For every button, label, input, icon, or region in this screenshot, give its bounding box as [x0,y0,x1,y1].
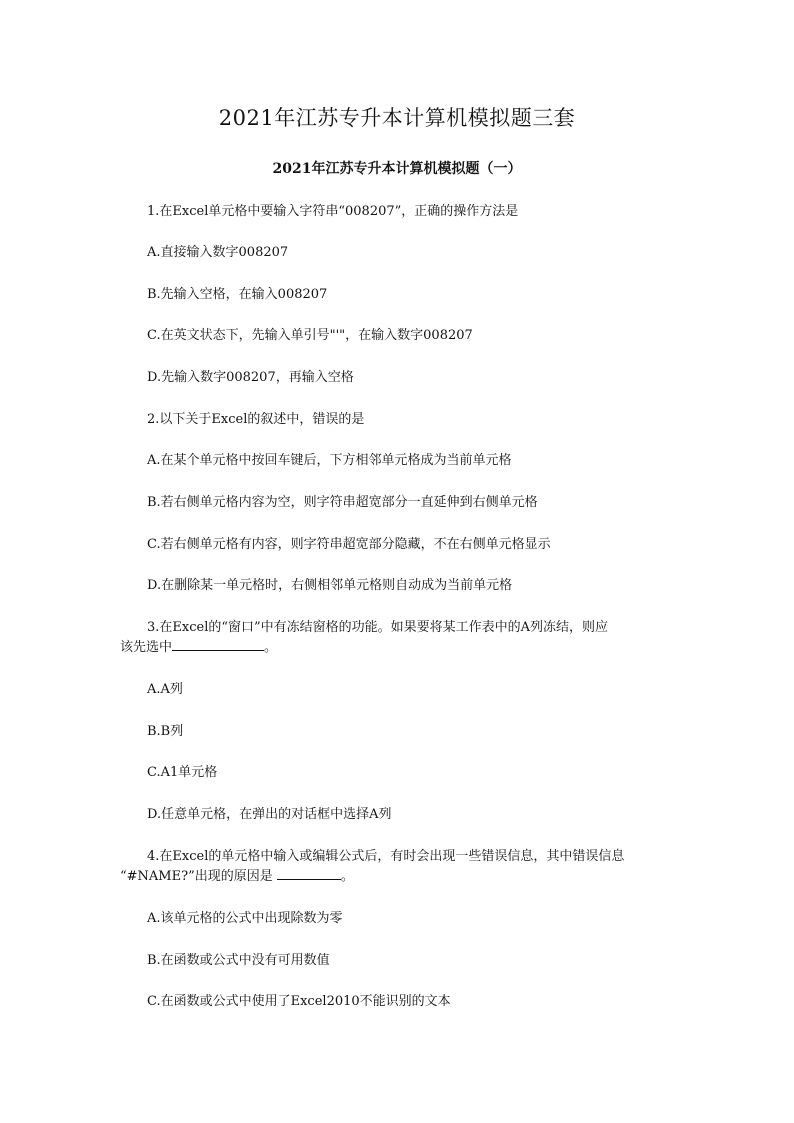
question-1-option-b: B.先输入空格，在输入008207 [147,287,328,302]
document-title: 2021年江苏专升本计算机模拟题三套 [218,106,576,130]
question-3-option-c: C.A1单元格 [147,765,218,780]
question-1-option-d: D.先输入数字008207，再输入空格 [147,370,354,385]
answer-blank [172,638,264,651]
question-2-stem: 2.以下关于Excel的叙述中，错误的是 [147,412,365,427]
answer-blank [277,867,341,880]
question-3-option-d: D.任意单元格，在弹出的对话框中选择A列 [147,807,392,822]
section-title: 2021年江苏专升本计算机模拟题（一） [272,161,522,177]
question-2-option-a: A.在某个单元格中按回车键后，下方相邻单元格成为当前单元格 [147,453,512,468]
question-2-option-d: D.在删除某一单元格时，右侧相邻单元格则自动成为当前单元格 [147,578,513,593]
question-1-option-c: C.在英文状态下，先输入单引号"'"，在输入数字008207 [147,328,473,343]
question-4-option-c: C.在函数或公式中使用了Excel2010不能识别的文本 [147,994,451,1009]
question-4-stem-prefix: “#NAME?”出现的原因是 [120,869,277,884]
question-4-option-b: B.在函数或公式中没有可用数值 [147,953,330,968]
question-2-option-c: C.若右侧单元格有内容，则字符串超宽部分隐藏，不在右侧单元格显示 [147,537,551,552]
question-2-option-b: B.若右侧单元格内容为空，则字符串超宽部分一直延伸到右侧单元格 [147,495,538,510]
question-3-stem-line-1: 3.在Excel的“窗口”中有冻结窗格的功能。如果要将某工作表中的A列冻结，则应 [147,620,609,635]
question-1-option-a: A.直接输入数字008207 [147,245,289,260]
question-3-option-a: A.A列 [147,682,183,697]
question-4-stem-line-2 [120,867,354,887]
question-3-stem-prefix: 该先选中 [120,640,173,655]
question-4-option-a: A.该单元格的公式中出现除数为零 [147,911,343,926]
question-1-stem: 1.在Excel单元格中要输入字符串“008207”，正确的操作方法是 [147,204,519,219]
question-3-option-b: B.B列 [147,724,184,739]
question-3-stem-suffix: 。 [264,640,278,655]
question-4-stem-line-1: 4.在Excel的单元格中输入或编辑公式后，有时会出现一些错误信息，其中错误信息 [147,849,625,864]
question-4-stem-suffix: 。 [340,869,354,884]
question-3-stem-line-2 [120,638,277,658]
